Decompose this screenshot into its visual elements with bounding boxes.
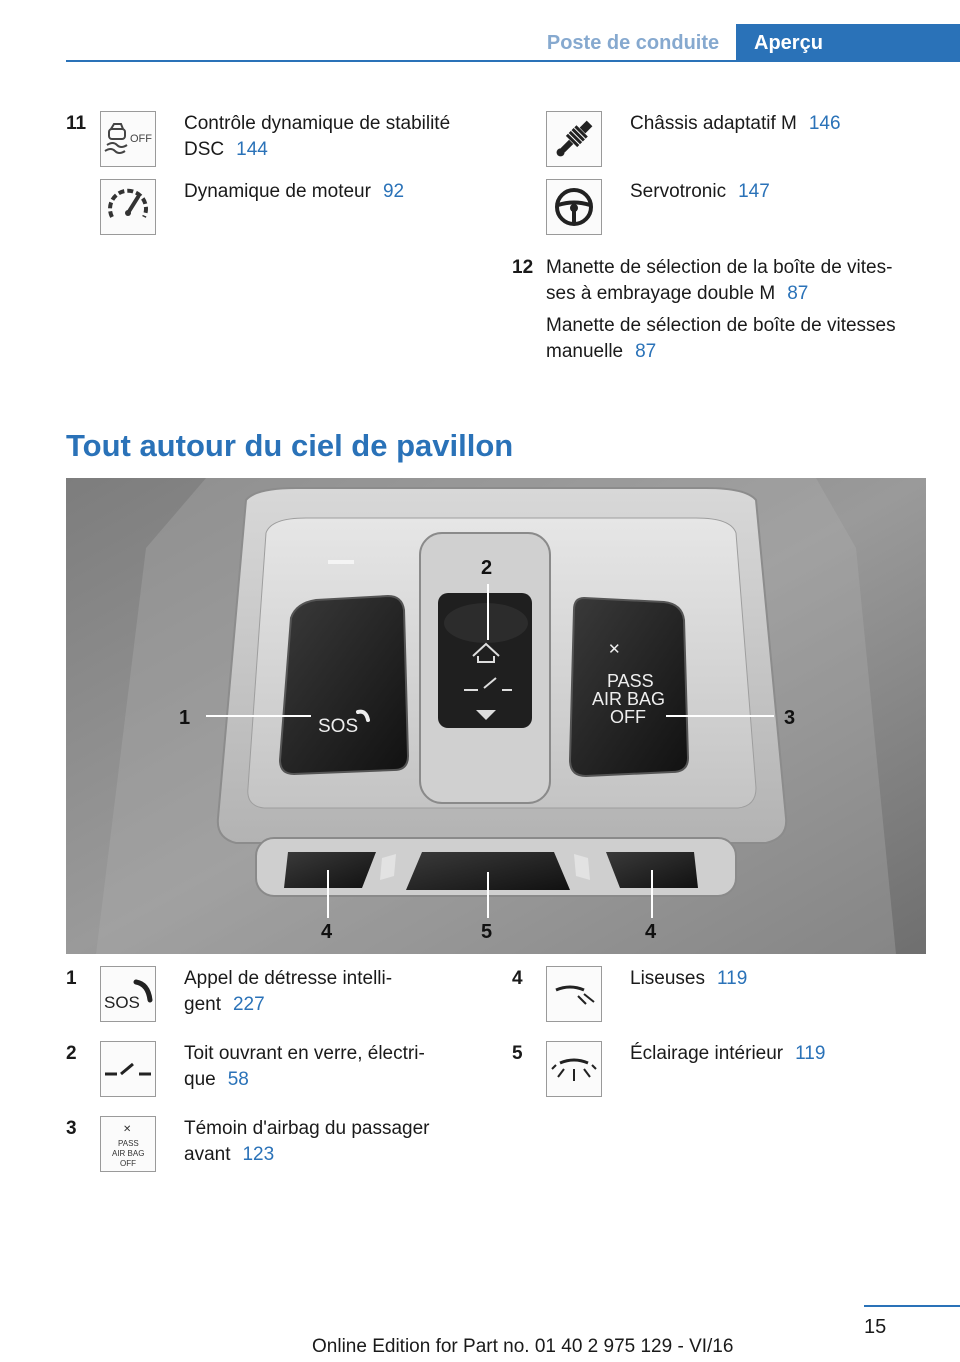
callout-1: 1 xyxy=(179,707,191,729)
entry-chassis xyxy=(512,111,930,167)
engine-dynamics-icon xyxy=(100,179,156,235)
entry-dsc-text: Contrôle dynamique de stabilité DSC 144 xyxy=(184,113,451,160)
legend-item-5-text: Éclairage intérieur 119 xyxy=(630,1043,826,1064)
sos-call-icon xyxy=(100,966,156,1022)
entry-12-line3: Manette de sélection de boîte de vitesses xyxy=(546,315,896,336)
entry-number: 3 xyxy=(66,1118,77,1139)
shock-absorber-icon xyxy=(546,111,602,167)
entry-engine-dynamics-text: Dynamique de moteur 92 xyxy=(184,181,405,202)
callout-3: 3 xyxy=(784,707,796,729)
airbag-label: AIR BAG xyxy=(592,689,666,709)
sos-button-label: SOS xyxy=(318,716,359,737)
steering-wheel-icon xyxy=(546,179,602,235)
entry-12-line1: Manette de sélection de la boîte de vites- xyxy=(546,257,893,278)
page-link[interactable]: 123 xyxy=(242,1144,275,1165)
roof-console-photo xyxy=(66,478,926,954)
page-header xyxy=(0,24,960,62)
icon-off-text: OFF xyxy=(120,1159,136,1168)
legend-item-1-text: Appel de détresse intelli- gent 227 xyxy=(184,968,393,1015)
dsc-off-text: OFF xyxy=(130,133,152,145)
entry-servotronic xyxy=(512,179,930,235)
entry-chassis-text: Châssis adaptatif M 146 xyxy=(630,113,841,134)
entry-number: 4 xyxy=(512,968,523,989)
callout-5: 5 xyxy=(481,921,493,943)
tab-poste-de-conduite[interactable]: Poste de conduite xyxy=(546,32,720,54)
edition-footer: Online Edition for Part no. 01 40 2 975 129 - VI/16 xyxy=(312,1336,734,1357)
footer-rule xyxy=(864,1305,960,1307)
callout-2: 2 xyxy=(481,557,493,579)
sunroof-icon xyxy=(100,1041,156,1097)
pass-label: PASS xyxy=(607,671,654,691)
passenger-airbag-off-icon xyxy=(100,1116,156,1172)
entry-12-text xyxy=(546,255,926,365)
legend-item-2 xyxy=(66,1041,454,1097)
page-number: 15 xyxy=(864,1316,887,1338)
legend-item-4 xyxy=(512,966,930,1022)
legend-item-1 xyxy=(66,966,454,1022)
icon-pass-text: PASS xyxy=(118,1139,139,1148)
svg-text:✕: ✕ xyxy=(608,641,621,658)
page-link[interactable]: 227 xyxy=(232,994,265,1015)
reading-light-icon xyxy=(546,966,602,1022)
icon-airbag-text: AIR BAG xyxy=(112,1149,145,1158)
callout-4-right: 4 xyxy=(645,921,657,943)
legend-item-2-text: Toit ouvrant en verre, électri- que 58 xyxy=(184,1043,425,1090)
page-link[interactable]: 58 xyxy=(227,1069,249,1090)
page-link[interactable]: 87 xyxy=(635,341,657,362)
tab-apercu[interactable]: Aperçu xyxy=(736,24,960,62)
entry-12-line4: manuelle 87 xyxy=(546,341,657,362)
header-rule xyxy=(66,60,960,62)
callout-4-left: 4 xyxy=(321,921,333,943)
page-link[interactable]: 144 xyxy=(236,139,268,160)
interior-light-icon xyxy=(546,1041,602,1097)
entry-number: 1 xyxy=(66,968,77,989)
legend-item-3 xyxy=(66,1116,454,1172)
entry-engine-dynamics xyxy=(66,179,474,235)
sos-icon-text: SOS xyxy=(104,993,140,1012)
page-link[interactable]: 119 xyxy=(717,968,748,989)
legend-item-4-text: Liseuses 119 xyxy=(630,968,748,989)
page-link[interactable]: 87 xyxy=(787,283,809,304)
entry-number: 11 xyxy=(66,113,87,134)
legend-item-5 xyxy=(512,1041,930,1097)
page-link[interactable]: 146 xyxy=(808,113,841,134)
svg-text:✕: ✕ xyxy=(123,1124,132,1135)
entry-servotronic-text: Servotronic 147 xyxy=(630,181,770,202)
dsc-off-icon xyxy=(100,111,156,167)
page-link[interactable]: 147 xyxy=(738,181,770,202)
entry-dsc xyxy=(66,111,474,167)
page-link[interactable]: 92 xyxy=(382,181,405,202)
entry-number: 2 xyxy=(66,1043,77,1064)
page-link[interactable]: 119 xyxy=(795,1043,826,1064)
off-label: OFF xyxy=(610,707,646,727)
entry-12-line2: ses à embrayage double M 87 xyxy=(546,283,809,304)
section-title: Tout autour du ciel de pavillon xyxy=(66,428,514,463)
legend-item-3-text: Témoin d'airbag du passager avant 123 xyxy=(184,1118,430,1165)
entry-number-12: 12 xyxy=(512,257,534,278)
entry-number: 5 xyxy=(512,1043,523,1064)
